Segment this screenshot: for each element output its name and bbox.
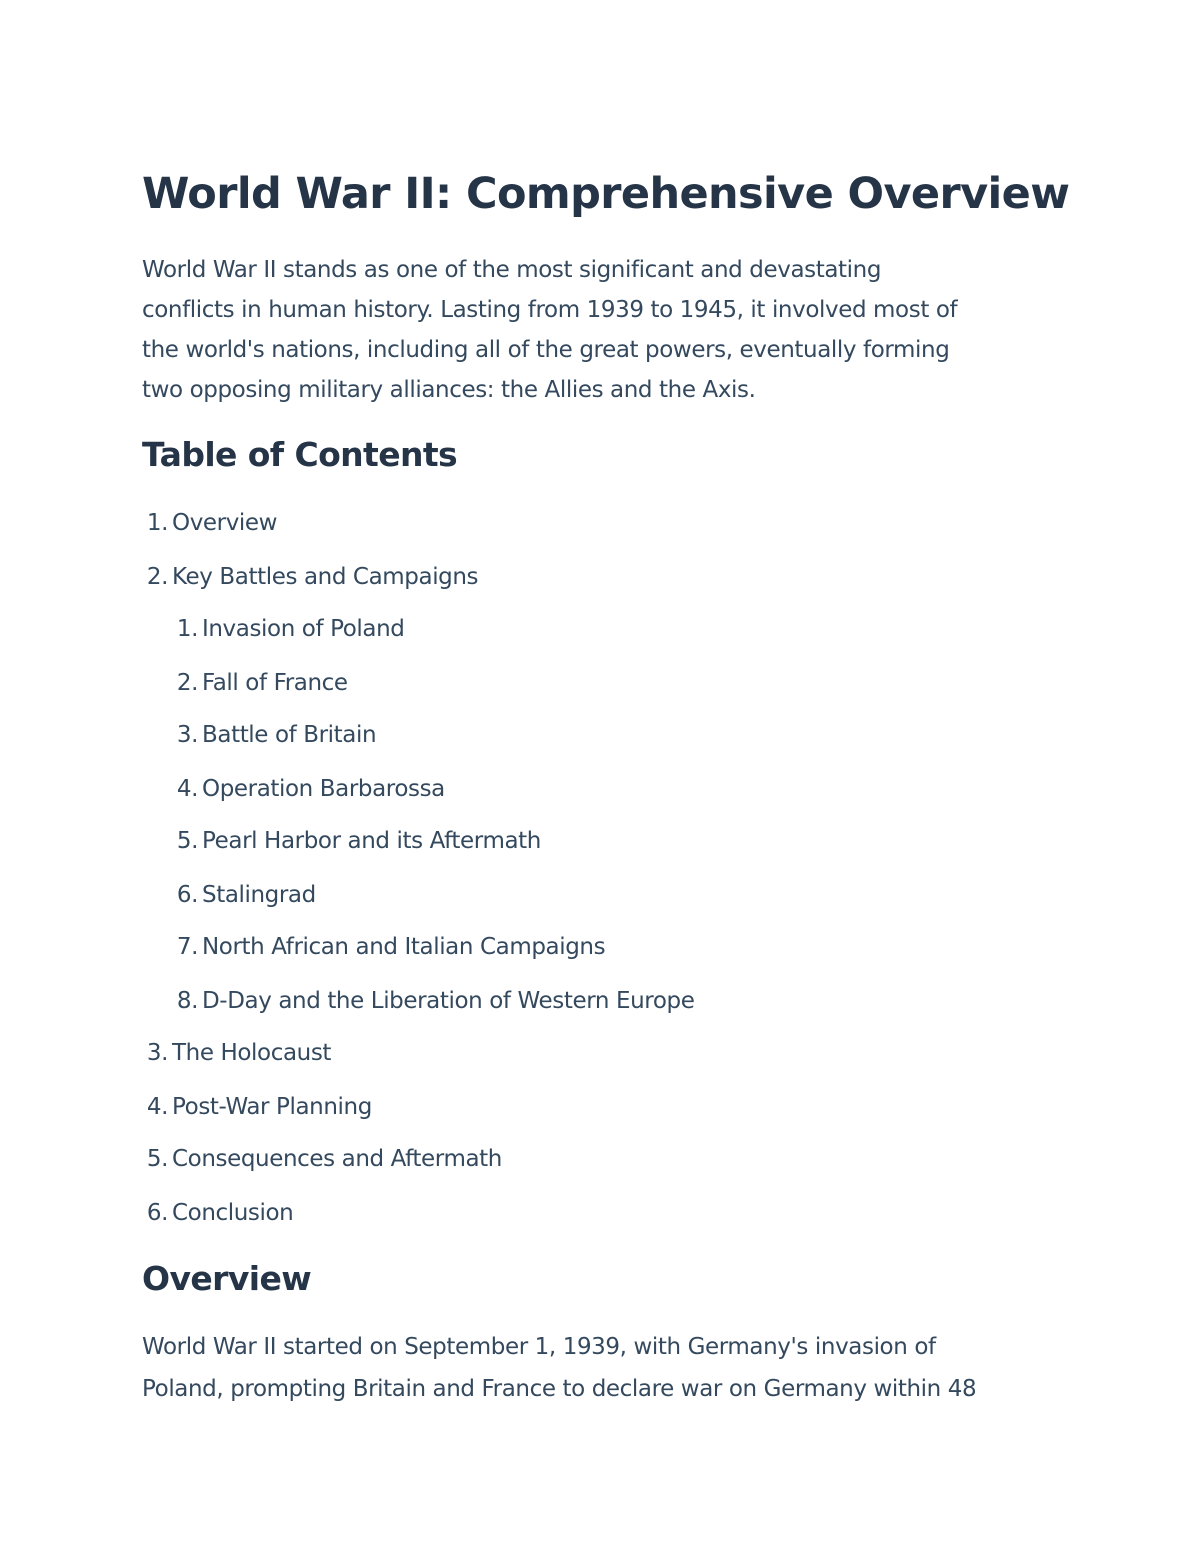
page-title: World War II: Comprehensive Overview: [142, 169, 1070, 219]
toc-item-number: 4.: [176, 776, 198, 802]
toc-item-number: 4.: [146, 1094, 168, 1120]
overview-line: Poland, prompting Britain and France to declare war on Germany within 48: [142, 1376, 977, 1402]
toc-item-label: Battle of Britain: [202, 722, 377, 748]
toc-item-post-war-planning[interactable]: [142, 1091, 372, 1123]
toc-item-label: The Holocaust: [172, 1040, 332, 1066]
toc-item-label: Conclusion: [172, 1200, 294, 1226]
toc-subitem-operation-barbarossa[interactable]: [172, 773, 445, 805]
toc-subitem-fall-of-france[interactable]: [172, 667, 348, 699]
toc-item-label: North African and Italian Campaigns: [202, 934, 606, 960]
toc-item-holocaust[interactable]: [142, 1037, 331, 1069]
toc-subitem-stalingrad[interactable]: [172, 879, 316, 911]
toc-item-number: 2.: [146, 564, 168, 590]
toc-item-label: Overview: [172, 510, 278, 536]
toc-item-label: Operation Barbarossa: [202, 776, 445, 802]
toc-item-consequences[interactable]: [142, 1143, 502, 1175]
intro-line: the world's nations, including all of the great powers, eventually forming: [142, 337, 950, 363]
toc-subitem-battle-of-britain[interactable]: [172, 719, 376, 751]
toc-item-label: Pearl Harbor and its Aftermath: [202, 828, 541, 854]
overview-heading: Overview: [142, 1259, 312, 1298]
toc-item-number: 7.: [176, 934, 198, 960]
toc-subitem-d-day[interactable]: [172, 985, 694, 1017]
toc-item-number: 1.: [176, 616, 198, 642]
toc-item-number: 6.: [146, 1200, 168, 1226]
toc-item-label: Post-War Planning: [172, 1094, 372, 1120]
toc-item-number: 3.: [146, 1040, 168, 1066]
intro-line: two opposing military alliances: the Allies and the Axis.: [142, 377, 756, 403]
overview-line: World War II started on September 1, 1939, with Germany's invasion of: [142, 1334, 936, 1360]
toc-item-number: 8.: [176, 988, 198, 1014]
toc-item-label: Key Battles and Campaigns: [172, 564, 479, 590]
toc-item-number: 3.: [176, 722, 198, 748]
toc-item-label: Consequences and Aftermath: [172, 1146, 502, 1172]
toc-item-number: 1.: [146, 510, 168, 536]
toc-item-label: Fall of France: [202, 670, 348, 696]
toc-item-label: Stalingrad: [202, 882, 316, 908]
toc-item-conclusion[interactable]: [142, 1197, 293, 1229]
toc-subitem-north-african-italian[interactable]: [172, 931, 605, 963]
toc-item-number: 5.: [146, 1146, 168, 1172]
toc-item-number: 5.: [176, 828, 198, 854]
toc-item-label: D-Day and the Liberation of Western Europe: [202, 988, 695, 1014]
toc-subitem-invasion-of-poland[interactable]: [172, 613, 404, 645]
toc-item-label: Invasion of Poland: [202, 616, 405, 642]
toc-item-key-battles[interactable]: [142, 561, 478, 593]
intro-line: World War II stands as one of the most significant and devastating: [142, 257, 882, 283]
toc-item-overview[interactable]: [142, 507, 277, 539]
toc-item-number: 6.: [176, 882, 198, 908]
toc-subitem-pearl-harbor[interactable]: [172, 825, 541, 857]
toc-item-number: 2.: [176, 670, 198, 696]
table-of-contents: [142, 0, 1042, 1300]
toc-heading: Table of Contents: [142, 435, 458, 474]
overview-paragraph: [142, 1326, 1062, 1410]
intro-line: conflicts in human history. Lasting from 1939 to 1945, it involved most of: [142, 297, 958, 323]
